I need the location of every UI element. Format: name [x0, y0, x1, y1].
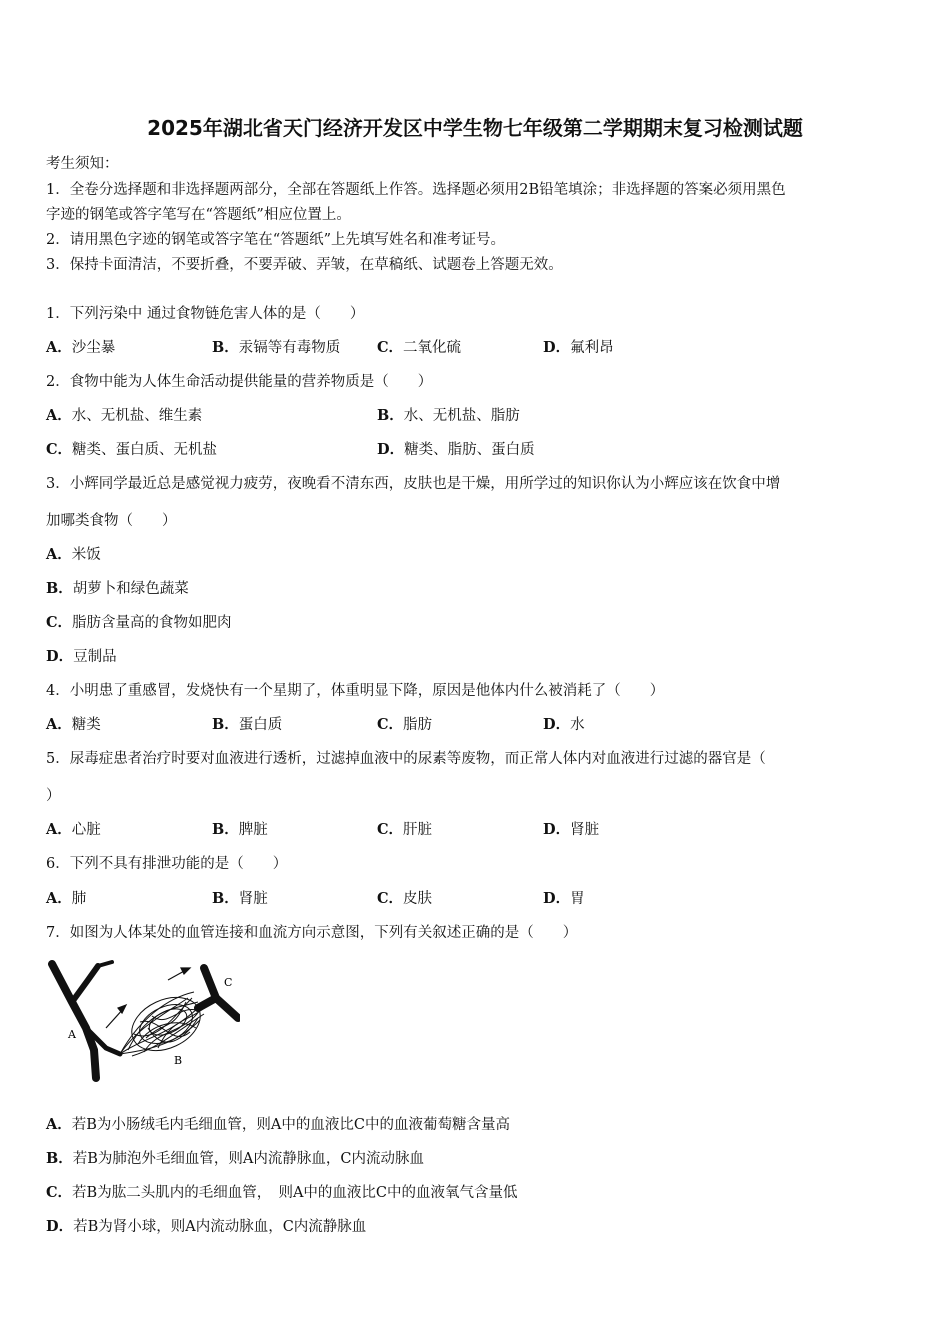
- notice-item-1b: 字迹的钢笔或答字笔写在“答题纸”相应位置上。: [46, 207, 351, 223]
- q6-option-d: [543, 887, 585, 908]
- q5-option-d: [543, 818, 599, 839]
- q6-option-a: [46, 887, 86, 908]
- q2-option-d: [377, 438, 535, 459]
- option-text: 汞镉等有毒物质: [238, 340, 341, 356]
- option-text: 若B为肺泡外毛细血管，则A内流静脉血，C内流动脉血: [72, 1151, 424, 1167]
- option-letter: B．: [212, 716, 239, 733]
- option-text: 肺: [71, 891, 87, 907]
- notice-item-3: 3．保持卡面清洁，不要折叠，不要弄破、弄皱，在草稿纸、试题卷上答题无效。: [46, 257, 563, 273]
- option-text: 二氧化硫: [403, 340, 462, 356]
- option-letter: A．: [46, 546, 72, 563]
- question-6-stem: 6．下列不具有排泄功能的是（ ）: [46, 856, 288, 872]
- option-letter: A．: [46, 339, 72, 356]
- option-letter: D．: [46, 1218, 74, 1235]
- q3-option-d: [46, 645, 117, 666]
- option-letter: B．: [46, 580, 73, 597]
- option-text: 沙尘暴: [71, 340, 116, 356]
- q6-option-c: [377, 887, 432, 908]
- option-letter: A．: [46, 407, 72, 424]
- q1-option-b: [212, 336, 340, 357]
- option-letter: C．: [377, 821, 404, 838]
- notice-item-1a: 1．全卷分选择题和非选择题两部分，全部在答题纸上作答。选择题必须用2B铅笔填涂；非选择题的答案必须用黑色: [46, 182, 786, 198]
- blood-vessel-diagram: [48, 958, 240, 1086]
- option-text: 水、无机盐、维生素: [71, 408, 203, 424]
- option-text: 糖类、脂肪、蛋白质: [404, 442, 535, 458]
- option-letter: A．: [46, 821, 72, 838]
- option-letter: C．: [46, 614, 73, 631]
- option-letter: C．: [377, 890, 404, 907]
- q6-option-b: [212, 887, 268, 908]
- q4-option-a: [46, 713, 101, 734]
- option-letter: A．: [46, 890, 72, 907]
- label-c: C: [224, 976, 233, 989]
- q7-option-b: [46, 1147, 424, 1168]
- option-letter: A．: [46, 716, 72, 733]
- option-text: 肾脏: [570, 822, 600, 838]
- option-text: 胃: [570, 891, 585, 907]
- option-letter: D．: [543, 716, 571, 733]
- option-text: 肝脏: [403, 822, 433, 838]
- q1-option-d: [543, 336, 614, 357]
- question-3-stem-b: 加哪类食物（ ）: [46, 513, 177, 529]
- notice-item-2: 2．请用黑色字迹的钢笔或答字笔在“答题纸”上先填写姓名和准考证号。: [46, 232, 506, 248]
- option-text: 胡萝卜和绿色蔬菜: [72, 581, 189, 597]
- option-letter: D．: [377, 441, 405, 458]
- option-text: 脂肪含量高的食物如肥肉: [72, 615, 232, 631]
- option-text: 水: [570, 717, 585, 733]
- option-text: 糖类、蛋白质、无机盐: [72, 442, 218, 458]
- question-3-stem-a: 3．小辉同学最近总是感觉视力疲劳，夜晚看不清东西，皮肤也是干燥，用所学过的知识你认为小辉应该在饮食中增: [46, 476, 781, 492]
- option-text: 豆制品: [73, 649, 117, 665]
- q2-option-c: [46, 438, 217, 459]
- page-title: 2025年湖北省天门经济开发区中学生物七年级第二学期期末复习检测试题: [147, 116, 803, 140]
- question-5-stem-b: ）: [46, 788, 61, 804]
- option-text: 蛋白质: [238, 717, 283, 733]
- flow-arrow-2: [168, 968, 190, 980]
- option-letter: D．: [543, 890, 571, 907]
- q5-option-c: [377, 818, 432, 839]
- q3-option-c: [46, 611, 232, 632]
- option-letter: D．: [543, 339, 571, 356]
- option-letter: C．: [377, 339, 404, 356]
- label-a: A: [68, 1028, 76, 1041]
- q4-option-c: [377, 713, 432, 734]
- option-text: 心脏: [71, 822, 101, 838]
- vessel-a-branch: [72, 966, 98, 1002]
- option-text: 肾脏: [238, 891, 268, 907]
- option-text: 糖类: [71, 717, 101, 733]
- option-letter: B．: [212, 339, 239, 356]
- notice-heading: 考生须知：: [46, 156, 119, 172]
- q4-option-d: [543, 713, 585, 734]
- option-text: 米饭: [71, 547, 101, 563]
- q1-option-a: [46, 336, 115, 357]
- question-5-stem-a: 5．尿毒症患者治疗时要对血液进行透析，过滤掉血液中的尿素等废物，而正常人体内对血液进行过滤的器官是（: [46, 751, 766, 767]
- vessel-a-branch2: [98, 962, 112, 966]
- q5-option-a: [46, 818, 101, 839]
- capillary-network: [120, 987, 209, 1061]
- option-text: 若B为小肠绒毛内毛细血管，则A中的血液比C中的血液葡萄糖含量高: [71, 1117, 510, 1133]
- option-text: 皮肤: [403, 891, 433, 907]
- option-text: 氟利昂: [570, 340, 614, 356]
- question-2-stem: 2．食物中能为人体生命活动提供能量的营养物质是（ ）: [46, 374, 433, 390]
- option-text: 脂肪: [403, 717, 433, 733]
- option-letter: C．: [377, 716, 404, 733]
- option-letter: D．: [46, 648, 74, 665]
- blood-vessel-svg: [48, 958, 240, 1086]
- option-letter: B．: [212, 821, 239, 838]
- q7-option-c: [46, 1181, 518, 1202]
- option-letter: B．: [377, 407, 404, 424]
- q4-option-b: [212, 713, 282, 734]
- option-letter: C．: [46, 1184, 73, 1201]
- option-letter: A．: [46, 1116, 72, 1133]
- q2-option-b: [377, 404, 520, 425]
- option-text: 若B为肱二头肌内的毛细血管， 则A中的血液比C中的血液氧气含量低: [72, 1185, 518, 1201]
- option-letter: D．: [543, 821, 571, 838]
- option-letter: C．: [46, 441, 73, 458]
- option-letter: B．: [212, 890, 239, 907]
- q7-option-d: [46, 1215, 366, 1236]
- q7-option-a: [46, 1113, 510, 1134]
- vessel-c-branch: [204, 968, 216, 998]
- option-text: 水、无机盐、脂肪: [403, 408, 520, 424]
- option-text: 脾脏: [238, 822, 268, 838]
- q5-option-b: [212, 818, 268, 839]
- q3-option-a: [46, 543, 101, 564]
- flow-arrow-1: [106, 1005, 126, 1028]
- question-7-stem: 7．如图为人体某处的血管连接和血流方向示意图，下列有关叙述正确的是（ ）: [46, 925, 578, 941]
- q2-option-a: [46, 404, 202, 425]
- option-text: 若B为肾小球，则A内流动脉血，C内流静脉血: [73, 1219, 367, 1235]
- label-b: B: [174, 1054, 183, 1067]
- q1-option-c: [377, 336, 461, 357]
- option-letter: B．: [46, 1150, 73, 1167]
- question-4-stem: 4．小明患了重感冒，发烧快有一个星期了，体重明显下降，原因是他体内什么被消耗了（ ）: [46, 683, 665, 699]
- q3-option-b: [46, 577, 189, 598]
- question-1-stem: 1．下列污染中 通过食物链危害人体的是（ ）: [46, 306, 365, 322]
